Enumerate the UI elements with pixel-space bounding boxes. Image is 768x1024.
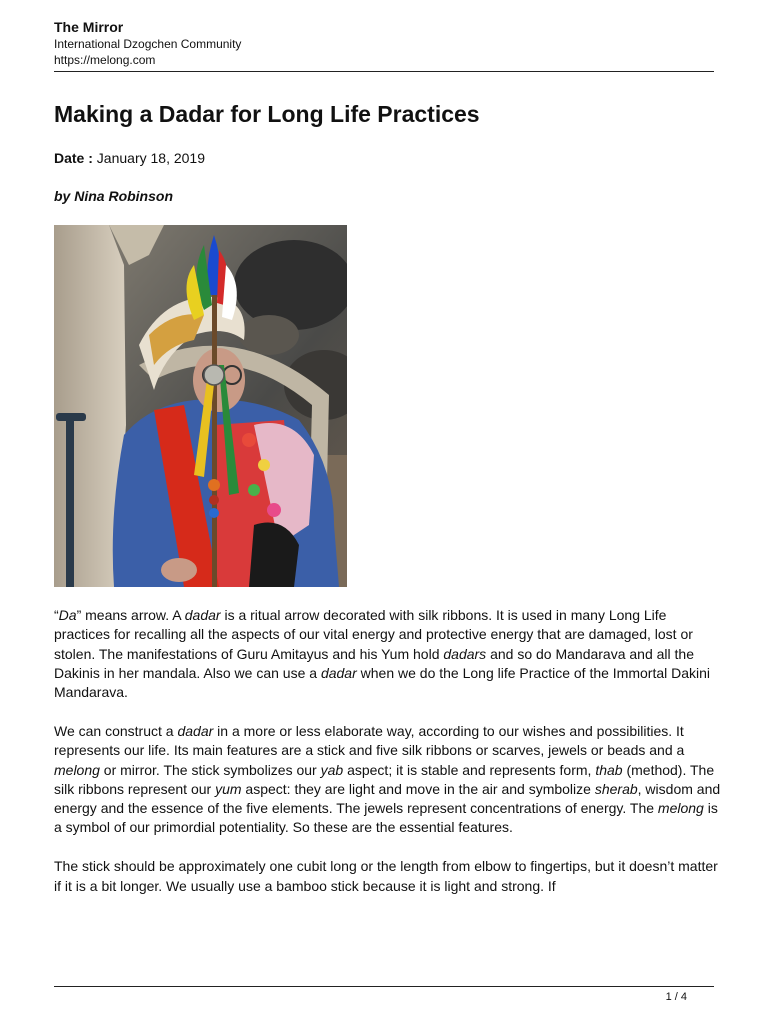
article-byline: by Nina Robinson	[54, 188, 173, 204]
article-body	[54, 606, 724, 915]
page-number: 1 / 4	[665, 991, 687, 1003]
article-title: Making a Dadar for Long Life Practices	[54, 101, 480, 127]
text-run: or mirror. The stick symbolizes our	[99, 761, 321, 778]
organization-name: International Dzogchen Community	[54, 37, 242, 51]
text-run: “	[54, 607, 59, 623]
italic-term: dadars	[443, 645, 487, 662]
paragraph	[54, 606, 724, 702]
article-date	[54, 149, 205, 167]
italic-term: dadar	[177, 722, 214, 739]
photo-person-with-dadar-icon	[54, 225, 347, 587]
italic-term: Da	[58, 607, 77, 623]
italic-term: dadar	[184, 607, 221, 623]
text-run: The stick should be approximately one cubit long or the length from elbow to fingertips, but it doesn’t matter if it is a bit longer. We usually use a bamboo stick because it is light and strong. If	[54, 858, 718, 894]
text-run: and so do Mandarava and all the Dakinis in her mandala. Also we can use a	[54, 645, 694, 681]
text-run: , wisdom and energy and the essence of the five elements. The jewels represent concentrations of energy. The	[54, 780, 721, 817]
site-name: The Mirror	[54, 19, 124, 35]
site-url[interactable]: https://melong.com	[54, 53, 156, 67]
text-run: is a symbol of our primordial potentiality. So these are the essential features.	[54, 800, 718, 836]
paragraph	[54, 857, 724, 896]
text-run: is a ritual arrow decorated with silk ribbons. It is used in many Long Life practices for recalling all the aspects of our vital energy and protective energy that are damaged, lost or stolen. The manifestations of Guru Amitayus and his Yum hold	[54, 607, 693, 662]
italic-term: sherab	[594, 780, 638, 797]
italic-term: thab	[595, 761, 623, 778]
italic-term: melong	[657, 800, 704, 817]
text-run: when we do the Long life Practice of the Immortal Dakini Mandarava.	[54, 664, 711, 701]
text-run: in a more or less elaborate way, according to our wishes and possibilities. It represents our life. Its main features are a stick and five silk ribbons or scarves, jewels or beads and a	[54, 722, 685, 759]
text-run: aspect; it is stable and represents form,	[343, 761, 596, 778]
italic-term: yab	[320, 761, 344, 778]
footer-divider	[54, 986, 714, 987]
text-run: ” means arrow. A	[76, 607, 185, 623]
article-photo	[54, 225, 347, 587]
date-label: Date :	[54, 150, 93, 166]
date-value: January 18, 2019	[96, 150, 205, 166]
text-run: aspect: they are light and move in the air and symbolize	[241, 780, 595, 797]
document-header	[54, 18, 714, 68]
italic-term: yum	[215, 780, 242, 797]
italic-term: dadar	[320, 664, 357, 681]
text-run: We can construct a	[54, 722, 178, 739]
italic-term: melong	[54, 761, 100, 778]
header-divider	[54, 71, 714, 72]
text-run: (method). The silk ribbons represent our	[54, 761, 715, 797]
paragraph	[54, 722, 724, 838]
